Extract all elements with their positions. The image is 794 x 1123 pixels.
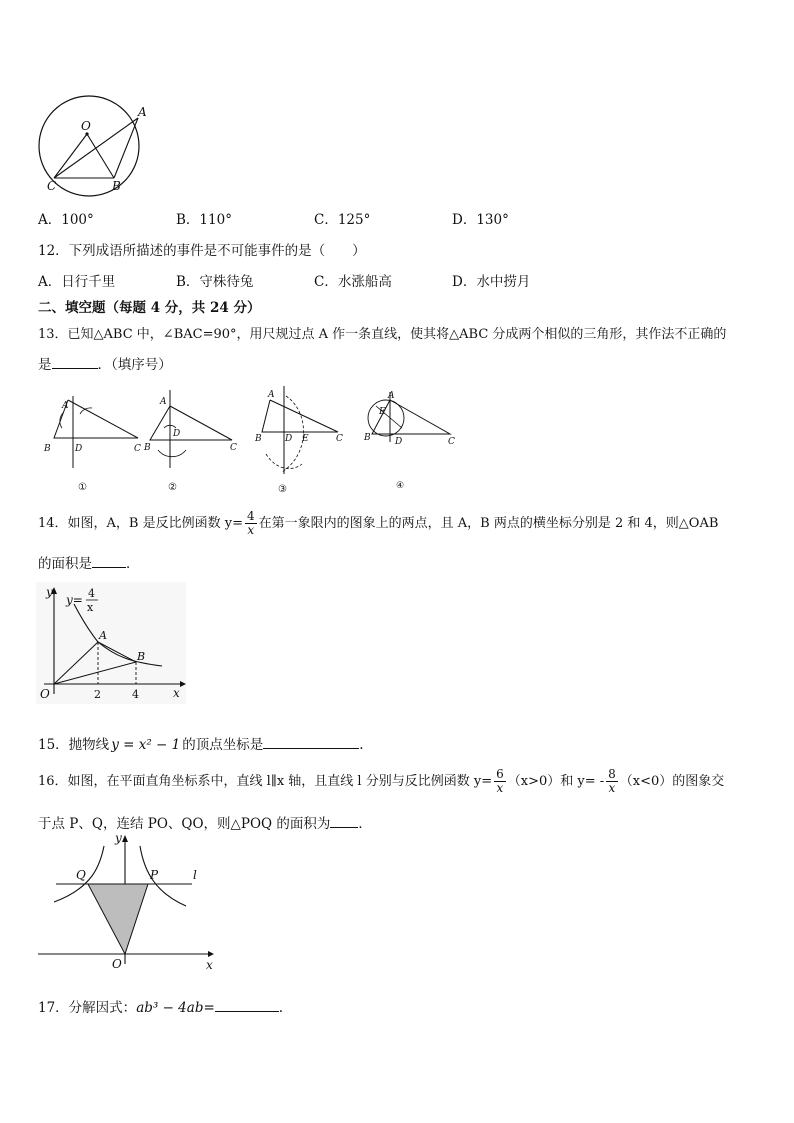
q17-eq: = bbox=[203, 1000, 215, 1016]
q14-x-label: x bbox=[173, 686, 180, 700]
q13-caption-1: ① bbox=[78, 482, 87, 493]
q16-line2-post: ． bbox=[358, 816, 372, 832]
q13-f1-label-c: C bbox=[134, 444, 141, 454]
q13-figure-1 bbox=[40, 390, 150, 495]
q13-caption-3: ③ bbox=[278, 484, 287, 495]
q13-f3-label-b: B bbox=[255, 434, 262, 444]
q16-frac2-num: 8 bbox=[608, 767, 616, 781]
q16-curve-right bbox=[140, 846, 186, 906]
q15-formula: y = x² − 1 bbox=[111, 737, 181, 753]
q11-circle-figure bbox=[34, 96, 154, 201]
q16-frac2-den: x bbox=[608, 781, 616, 795]
q13-line2-post: ．（填序号） bbox=[97, 357, 172, 373]
q14-frac-den: x bbox=[247, 523, 255, 537]
q15-pre: 15．抛物线 bbox=[38, 737, 110, 753]
q11-option-d: D．130° bbox=[452, 212, 509, 228]
q13-f1-label-a: A bbox=[62, 401, 69, 411]
q13-f3-label-d: D bbox=[285, 434, 293, 444]
q11-segment-oc bbox=[54, 134, 87, 178]
q15-end: . bbox=[359, 737, 364, 753]
q16-cond2: （x<0）的图象交 bbox=[619, 774, 725, 789]
q17-pre: 17．分解因式： bbox=[38, 1000, 137, 1016]
q17-end: . bbox=[278, 1000, 284, 1016]
q16-y-label: y bbox=[115, 831, 122, 845]
q11-label-b: B bbox=[112, 179, 121, 193]
q17-line bbox=[38, 996, 283, 1016]
q13-f1-label-b: B bbox=[44, 444, 51, 454]
q14-frac-num: 4 bbox=[247, 509, 255, 523]
q11-segment-ob bbox=[87, 134, 114, 178]
q14-func-den: x bbox=[87, 601, 94, 614]
q13-f2-label-c: C bbox=[230, 443, 237, 453]
q14-o-label: O bbox=[40, 687, 50, 701]
q11-label-c: C bbox=[47, 179, 57, 193]
q14-a-label: A bbox=[99, 629, 107, 642]
q12-option-b: B．守株待兔 bbox=[176, 274, 254, 290]
q14-pre: 14．如图，A，B 是反比例函数 y= bbox=[38, 516, 243, 531]
q14-line2-pre: 的面积是 bbox=[38, 556, 92, 572]
q16-cond1: （x>0）和 y= - bbox=[507, 774, 605, 789]
q11-option-a: A．100° bbox=[38, 212, 94, 228]
q16-answer-blank bbox=[330, 815, 358, 828]
q14-b-label: B bbox=[137, 650, 146, 663]
q11-label-o: O bbox=[81, 119, 91, 133]
q17-formula: ab³ − 4ab bbox=[136, 1000, 204, 1016]
q14-tick-4: 4 bbox=[132, 688, 139, 701]
q13-f4-label-c: C bbox=[448, 437, 455, 447]
q15-answer-blank bbox=[263, 736, 359, 749]
q13-f2-label-a: A bbox=[160, 397, 167, 407]
q13-f4-label-e: E bbox=[379, 407, 386, 417]
q13-f2-label-d: D bbox=[173, 429, 181, 439]
q17-answer-blank bbox=[215, 999, 279, 1012]
q12-stem: 12．下列成语所描述的事件是不可能事件的是（ ） bbox=[38, 243, 366, 259]
q14-line1 bbox=[38, 510, 718, 537]
q12-option-a: A．日行千里 bbox=[38, 274, 116, 290]
q13-line1: 13．已知△ABC 中，∠BAC=90°，用尺规过点 A 作一条直线，使其将△ABC 分成两个相似的三角形，其作法不正确的 bbox=[38, 327, 727, 342]
q16-q-label: Q bbox=[76, 868, 86, 882]
q16-frac1-den: x bbox=[496, 781, 504, 795]
q16-pre: 16．如图，在平面直角坐标系中，直线 l∥x 轴，且直线 l 分别与反比例函数 y= bbox=[38, 774, 493, 789]
q14-graph bbox=[36, 582, 186, 707]
q13-f3-label-c: C bbox=[336, 434, 343, 444]
q14-line2-post: ． bbox=[126, 556, 140, 572]
q11-label-a: A bbox=[138, 105, 147, 119]
section2-title: 二、填空题（每题 4 分，共 24 分） bbox=[38, 300, 261, 316]
q12-option-c: C．水涨船高 bbox=[314, 274, 392, 290]
q16-frac1-num: 6 bbox=[496, 767, 504, 781]
q11-option-c: C．125° bbox=[314, 212, 371, 228]
q13-f3-label-a: A bbox=[268, 390, 275, 400]
q14-answer-blank bbox=[92, 555, 126, 568]
q16-line2-pre: 于点 P、Q，连结 PO、QO，则△POQ 的面积为 bbox=[38, 816, 331, 832]
q14-func-pre: y= bbox=[66, 593, 83, 607]
q13-caption-4: ④ bbox=[396, 481, 405, 491]
q13-caption-2: ② bbox=[168, 482, 177, 493]
q13-f4-label-a: A bbox=[388, 391, 395, 401]
q13-f3-label-e: E bbox=[302, 434, 309, 444]
q11-option-b: B．110° bbox=[176, 212, 232, 228]
q13-answer-blank bbox=[52, 356, 98, 369]
q13-f1-label-d: D bbox=[75, 444, 83, 454]
q13-line2 bbox=[38, 353, 172, 373]
q13-figure-4 bbox=[358, 388, 468, 492]
q16-line1 bbox=[38, 768, 724, 795]
q11-segment-ca bbox=[54, 118, 138, 178]
q14-tick-2: 2 bbox=[94, 688, 101, 701]
q13-figure-3 bbox=[252, 384, 352, 496]
q16-l-label: l bbox=[193, 868, 197, 882]
q16-x-label: x bbox=[206, 958, 213, 972]
q16-p-label: P bbox=[150, 868, 159, 882]
q16-graph bbox=[36, 830, 221, 975]
q14-y-label: y bbox=[46, 585, 53, 599]
q15-line bbox=[38, 733, 364, 753]
q14-func-num: 4 bbox=[88, 587, 95, 600]
q13-line2-pre: 是 bbox=[38, 357, 52, 373]
q14-line2 bbox=[38, 552, 140, 572]
q15-post: 的顶点坐标是 bbox=[182, 737, 264, 753]
q16-line2 bbox=[38, 812, 372, 832]
q13-f4-label-d: D bbox=[395, 437, 403, 447]
q12-option-d: D．水中捞月 bbox=[452, 274, 531, 290]
q13-f2-label-b: B bbox=[144, 443, 151, 453]
q14-post: 在第一象限内的图象上的两点，且 A，B 两点的横坐标分别是 2 和 4，则△OAB bbox=[258, 516, 719, 531]
q13-figure-2 bbox=[142, 388, 252, 496]
q13-f4-label-b: B bbox=[364, 433, 371, 443]
q16-shaded-triangle bbox=[88, 884, 148, 954]
q16-o-label: O bbox=[112, 957, 122, 971]
